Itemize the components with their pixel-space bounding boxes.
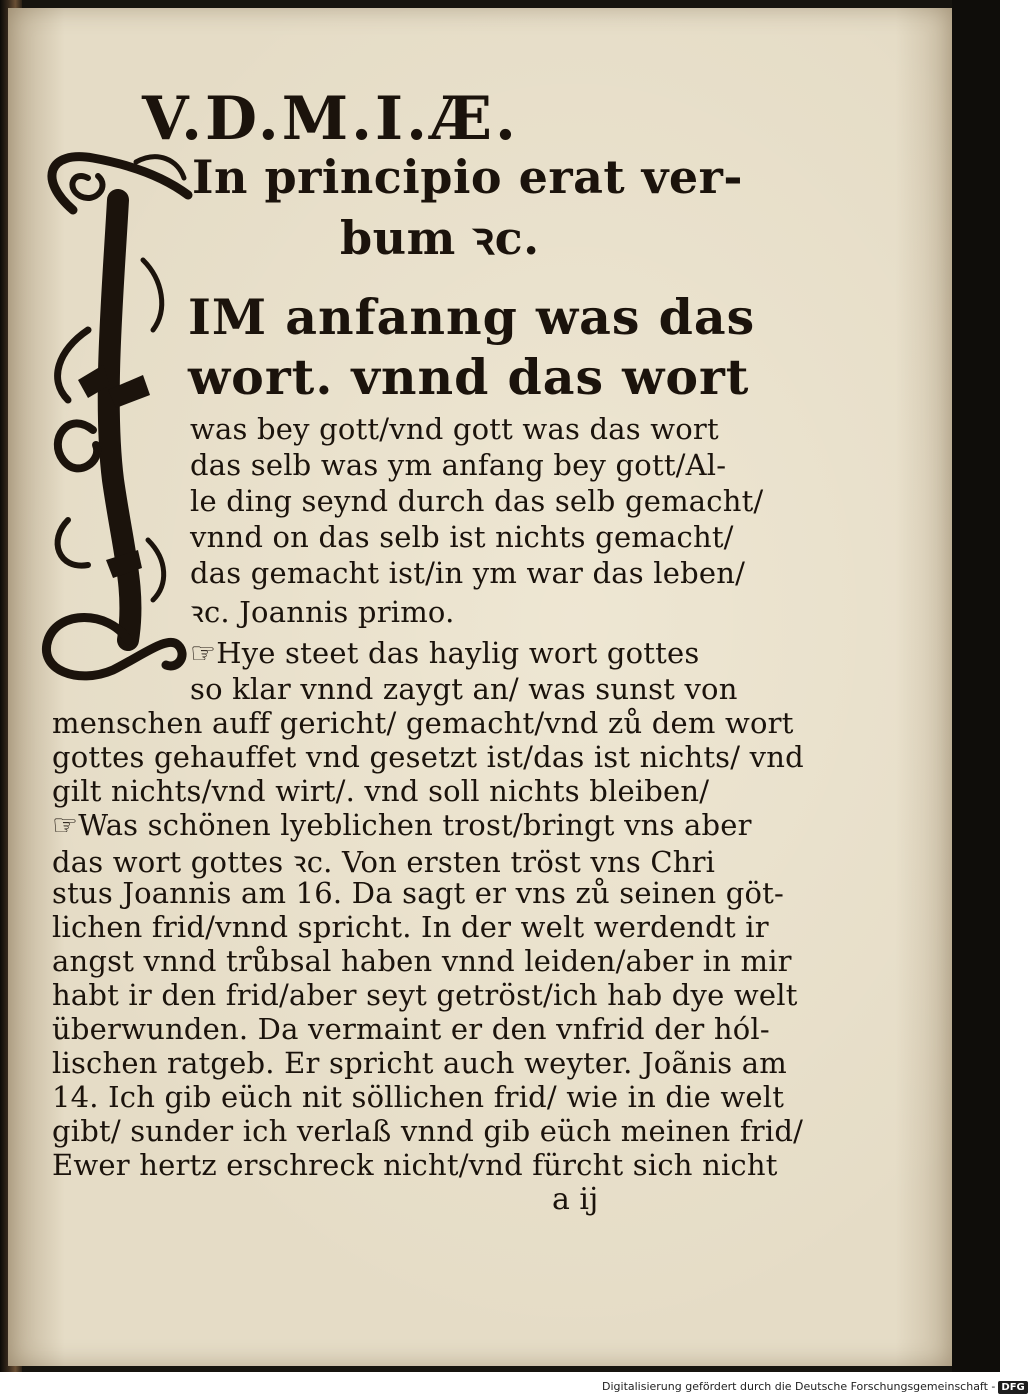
pointing-hand-icon: ☞	[52, 808, 79, 842]
text-line: gottes gehauffet vnd gesetzt ist/das ist nichts/ vnd	[52, 740, 804, 774]
text-line: das wort gottes ꝛc. Von ersten tröst vns Chri	[52, 845, 716, 879]
text-line-content: Hye steet das haylig wort gottes	[216, 636, 700, 670]
text-line: das gemacht ist/in ym war das leben/	[190, 556, 746, 590]
text-line: lichen frid/vnnd spricht. In der welt werdendt ir	[52, 910, 769, 944]
text-line: überwunden. Da vermaint er den vnfrid der hól-	[52, 1012, 770, 1046]
text-line: habt ir den frid/aber seyt getröst/ich hab dye welt	[52, 978, 798, 1012]
dfg-logo: DFG	[998, 1381, 1027, 1394]
text-line: ꝛc. Joannis primo.	[190, 595, 455, 629]
text-line: lischen ratgeb. Er spricht auch weyter. Joãnis am	[52, 1046, 787, 1080]
page-heading: V.D.M.I.Æ.	[142, 84, 519, 154]
text-line: was bey gott/vnd gott was das wort	[190, 412, 719, 446]
scan-background-strip	[952, 0, 1000, 1372]
incipit-line-1: In principio erat ver-	[192, 150, 744, 204]
credit-text: Digitalisierung gefördert durch die Deutsche Forschungsgemeinschaft -	[602, 1380, 996, 1393]
signature-mark: a ij	[552, 1182, 599, 1217]
opening-line-2: wort. vnnd das wort	[188, 348, 750, 406]
text-line-content: Was schönen lyeblichen trost/bringt vns aber	[78, 808, 752, 842]
text-line	[52, 808, 752, 842]
text-line: Ewer hertz erschreck nicht/vnd fürcht sich nicht	[52, 1148, 778, 1182]
text-line: menschen auff gericht/ gemacht/vnd zů dem wort	[52, 706, 794, 740]
ornamental-initial-i-icon	[18, 140, 208, 700]
text-line: le ding seynd durch das selb gemacht/	[190, 484, 764, 518]
text-line: 14. Ich gib eüch nit söllichen frid/ wie in die welt	[52, 1080, 785, 1114]
text-line: stus Joannis am 16. Da sagt er vns zů seinen göt-	[52, 876, 785, 910]
digitization-credit	[602, 1380, 1028, 1394]
opening-line-1: IM anfanng was das	[188, 288, 756, 346]
text-line: das selb was ym anfang bey gott/Al-	[190, 448, 727, 482]
text-line: angst vnnd trůbsal haben vnnd leiden/aber in mir	[52, 944, 792, 978]
pointing-hand-icon: ☞	[190, 636, 217, 670]
text-line: vnnd on das selb ist nichts gemacht/	[190, 520, 734, 554]
text-line: so klar vnnd zaygt an/ was sunst von	[190, 672, 738, 706]
text-line	[190, 636, 699, 670]
text-line: gilt nichts/vnd wirt/. vnd soll nichts bleiben/	[52, 774, 710, 808]
text-line: gibt/ sunder ich verlaß vnnd gib eüch meinen frid/	[52, 1114, 804, 1148]
incipit-line-2: bum ꝛc.	[340, 211, 540, 265]
